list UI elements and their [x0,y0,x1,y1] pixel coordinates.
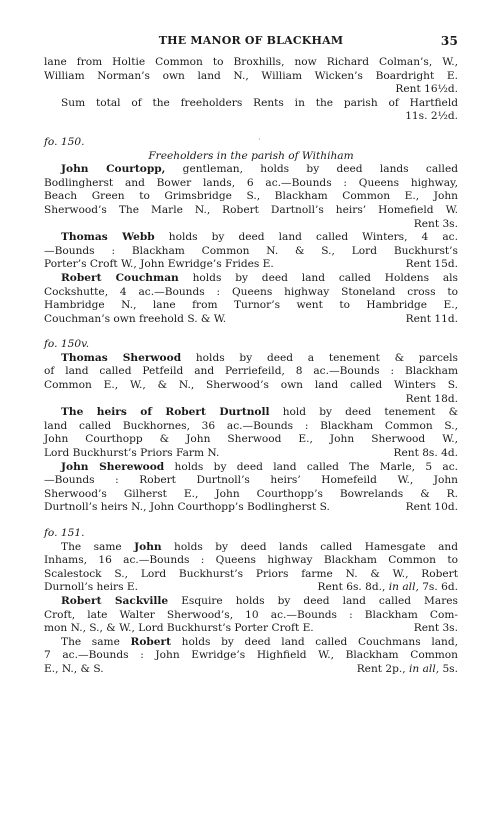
text-run: gentleman, holds by deed lands called [165,163,458,176]
text-line: William Norman’s own land N., William Wicken’s Boardright E. [44,69,458,82]
text-run: holds by deed land called Couchmans land, [171,635,458,648]
text-line: John Courthopp & John Sherwood E., John Sherwood W., [44,433,458,446]
text-line-with-rent [44,447,458,461]
text-run: holds by deed land called Winters, 4 ac. [154,231,458,244]
text-line: Sum total of the freeholders Rents in the parish of Hartfield [61,96,458,109]
text-run: holds by deed land called Holdens als [178,271,458,284]
text-line: Beach Green to Grimsbridge S., Blackham Common E., John [44,190,458,203]
text-run: E., N., & S. [44,662,104,675]
holder-name: Robert [130,635,172,648]
rent-line: Rent 16½d. [395,83,458,96]
running-title: THE MANOR OF BLACKHAM [158,34,344,47]
entry-first-line [44,163,458,177]
text-line: Scalestock S., Lord Buckhurst’s Priors farme N. & W., Robert [44,567,458,580]
text-run: Esquire holds by deed land called Mares [168,594,458,607]
text-run: Durtnoll’s heirs N., John Courthopp’s Bodlingherst S. [44,501,330,514]
folio-marker: fo. 150v. [44,338,90,351]
text-run: mon N., S., & W., Lord Buckhurst’s Porter Croft E. [44,622,314,635]
text-line: Cockshutte, 4 ac.—Bounds : Queens highway Stoneland cross to [44,285,458,298]
text-line: Croft, late Walter Sherwood’s, 10 ac.—Bounds : Blackham Com- [44,608,458,621]
holder-name: Robert Sackville [61,594,169,607]
text-run: The same [61,540,135,553]
text-line: —Bounds : Blackham Common N. & S., Lord Buckhurst’s [44,244,458,257]
speck-mark: · [258,135,261,144]
text-run: Lord Buckhurst’s Priors Farm N. [44,447,220,460]
rent [318,581,458,595]
folio-marker: fo. 151. [44,527,85,539]
rent-note: in all, [388,581,419,594]
folio-marker: fo. 150. [44,135,85,148]
section-heading: Freeholders in the parish of Withiham [148,149,354,162]
text-line: 7 ac.—Bounds : John Ewridge’s Highfield W., Blackham Common [44,649,458,662]
rent-total: 7s. 6d. [418,581,458,594]
rent-line: Rent 3s. [413,217,458,230]
text-line-with-rent [44,622,458,636]
text-line: lane from Holtie Common to Broxhills, now Richard Colman’s, W., [44,56,458,68]
rent: Rent 3s. [413,622,458,635]
entry-first-line [44,272,458,286]
page-number: 35 [440,34,458,48]
rent-note: in all, [409,662,440,675]
text-line: Common E., W., & N., Sherwood’s own land called Winters S. [44,379,458,392]
rent-amount: Rent 2p., [356,662,410,675]
text-line-with-rent [44,258,458,272]
holder-name: John Sherewood [61,460,165,473]
text-line-with-rent [44,663,458,677]
text-run: holds by deed lands called Hamesgate and [161,540,458,553]
entry-first-line [44,636,458,650]
document-body [44,56,458,677]
text-run: holds by deed a tenement & parcels [181,351,458,364]
rent: Rent 15d. [405,258,458,271]
rent: Rent 8s. 4d. [393,447,458,460]
entry-first-line [44,595,458,609]
holder-name: The heirs of Robert Durtnoll [61,406,270,419]
entry-first-line [44,461,458,475]
text-run: holds by deed land called The Marle, 5 ac. [164,460,459,473]
rent-total: 5s. [439,662,458,675]
text-line: of land called Petfeild and Perriefeild, 8 ac.—Bounds : Blackham [44,365,458,378]
text-line: Sherwood’s The Marle N., Robert Dartnoll’s heirs’ Homefield W. [44,203,458,216]
text-line-with-rent [44,313,458,327]
entry-first-line [44,406,458,420]
holder-name: John [134,540,162,553]
holder-name: Thomas Sherwood [61,351,182,364]
rent: Rent 10d. [405,501,458,514]
text-line: Sherwood’s Gilherst E., John Courthopp’s Bowrelands & R. [44,487,458,500]
page-header [44,34,458,52]
text-line: Hambridge N., lane from Turnor’s went to Hambridge E., [44,299,458,312]
text-run: Couchman’s own freehold S. & W. [44,312,227,325]
text-line: —Bounds : Robert Durtnoll’s heirs’ Homefeild W., John [44,474,458,487]
entry-first-line [44,231,458,245]
rent [357,663,458,677]
holder-name: Robert Couchman [61,271,179,284]
rent: Rent 11d. [405,312,458,325]
text-run: The same [61,635,131,648]
text-line-with-rent [44,581,458,595]
entry-first-line [44,352,458,366]
rent-line: Rent 18d. [405,392,458,405]
rent-amount: Rent 6s. 8d., [317,581,389,594]
rent-line: 11s. 2½d. [405,110,458,123]
holder-name: Thomas Webb [61,231,155,244]
holder-name: John Courtopp, [61,163,166,176]
text-run: hold by deed tenement & [269,406,458,419]
text-line: land called Buckhornes, 36 ac.—Bounds : Blackham Common S., [44,419,458,432]
text-line-with-rent [44,501,458,515]
text-line: Inhams, 16 ac.—Bounds : Queens highway Blackham Common to [44,554,458,567]
text-line: Bodlingherst and Bower lands, 6 ac.—Bounds : Queens highway, [44,176,458,189]
text-run: Porter’s Croft W., John Ewridge’s Frides E. [44,258,274,271]
entry-first-line [44,541,458,555]
text-run: Durnoll’s heirs E. [44,581,138,594]
